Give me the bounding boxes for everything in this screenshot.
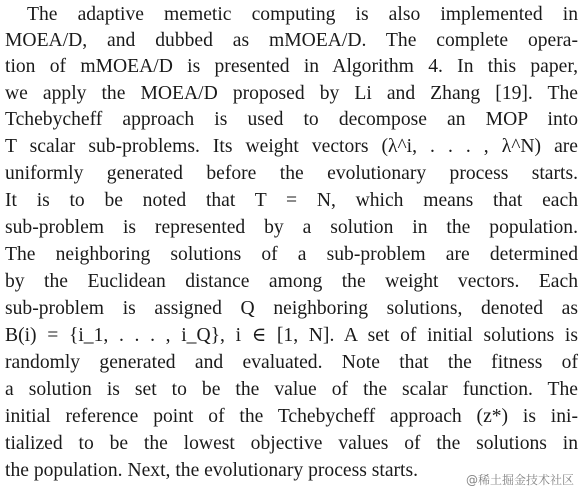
paragraph-line: uniformly generated before the evolutionary process starts. (5, 163, 578, 184)
paragraph-line: MOEA/D, and dubbed as mMOEA/D. The complete opera- (5, 30, 578, 51)
paragraph-line: Tchebycheff approach is used to decompose an MOP into (5, 109, 578, 130)
paragraph-line: we apply the MOEA/D proposed by Li and Zhang [19]. The (5, 83, 578, 104)
paragraph-line: It is to be noted that T = N, which means that each (5, 190, 578, 211)
paragraph-line: The neighboring solutions of a sub-problem are determined (5, 244, 578, 265)
paragraph-line: T scalar sub-problems. Its weight vectors (λ^i, . . . , λ^N) are (5, 136, 578, 157)
paragraph-line: initial reference point of the Tchebycheff approach (z*) is ini- (5, 406, 578, 427)
paragraph-line: randomly generated and evaluated. Note that the fitness of (5, 352, 578, 373)
paragraph-line: a solution is set to be the value of the scalar function. The (5, 379, 578, 400)
watermark-text: @稀土掘金技术社区 (465, 473, 574, 487)
paragraph-line: sub-problem is represented by a solution in the population. (5, 217, 578, 238)
paragraph-line: tialized to be the lowest objective values of the solutions in (5, 433, 578, 454)
paragraph-line: the population. Next, the evolutionary process starts. (5, 460, 419, 481)
paragraph-line: sub-problem is assigned Q neighboring solutions, denoted as (5, 298, 578, 319)
paragraph-line: tion of mMOEA/D is presented in Algorithm 4. In this paper, (5, 56, 578, 77)
paragraph-line: by the Euclidean distance among the weight vectors. Each (5, 271, 578, 292)
paragraph-line: B(i) = {i_1, . . . , i_Q}, i ∈ [1, N]. A set of initial solutions is (5, 325, 578, 346)
paragraph-line: The adaptive memetic computing is also implemented in (27, 4, 578, 25)
